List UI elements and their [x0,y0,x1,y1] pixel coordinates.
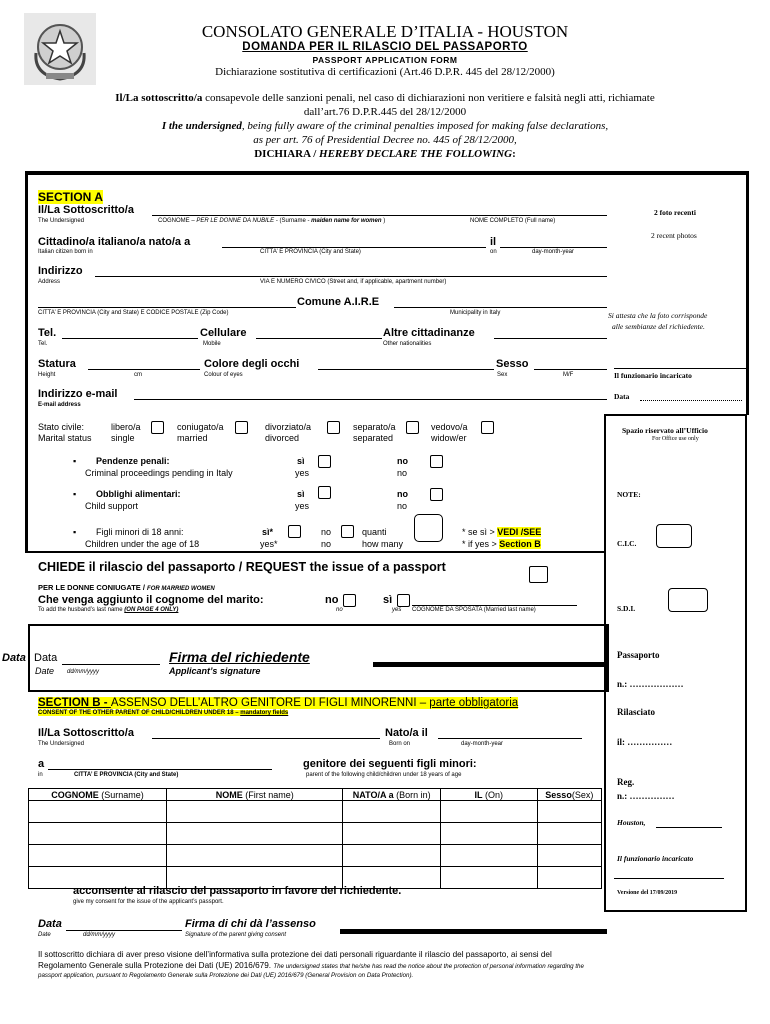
city-zip-hint: CITTA’ E PROVINCIA (City and State) E CODICE POSTALE (Zip Code) [38,310,229,316]
cm-unit: cm [134,372,142,378]
height-label: Statura [38,358,76,370]
support-yes-label: sì [297,489,305,499]
b-consents-en: give my consent for the issue of the applicant’s passport. [73,899,224,905]
b-sign-label: Firma di chi dà l’assenso [185,918,316,930]
status-separated-checkbox[interactable] [406,421,419,434]
sign-date-en: Date [35,666,55,676]
cell-field[interactable] [256,327,382,339]
bullet: ▪ [73,456,77,466]
section-a-frame-left [25,171,28,553]
sex-label: Sesso [496,358,529,370]
office-passport: Passaporto [617,650,660,660]
b-parent-label: genitore dei seguenti figli minori: [303,758,477,770]
office-signature-line[interactable] [614,866,724,879]
status-separated-en: separated [353,433,394,443]
request-title: CHIEDE il rilascio del passaporto / REQUEST the issue of a passport [38,560,446,574]
status-separated-label: separato/a [353,422,396,432]
pending-no-checkbox[interactable] [430,455,443,468]
table-cell[interactable] [29,845,167,867]
col-sex: Sesso(Sex) [537,789,601,801]
pending-yes-en: yes [295,468,310,478]
b-undersigned-field[interactable] [152,727,380,739]
request-checkbox[interactable] [529,566,548,583]
table-cell[interactable] [166,823,343,845]
how-many-label: quanti [362,527,387,537]
office-title: Spazio riservato all’Ufficio [622,426,708,435]
city-hint: CITTA’ E PROVINCIA (City and State) [260,249,361,255]
b-in-en: in [38,772,43,778]
tel-en: Tel. [38,341,48,347]
husband-no-label: no [325,594,339,606]
support-yes-en: yes [295,501,310,511]
birthplace-field[interactable] [222,236,486,248]
office-subtitle: For Office use only [652,436,699,442]
status-single-label: libero/a [111,422,141,432]
tel-field[interactable] [62,327,198,339]
b-born-label: Nato/a il [385,727,428,739]
bullet: ▪ [73,489,77,499]
office-issued: Rilasciato [617,707,655,717]
status-widow-checkbox[interactable] [481,421,494,434]
minors-no-label: no [321,527,332,537]
form-subtitle: Dichiarazione sostitutiva di certificazioni (Art.46 D.P.R. 445 del 28/12/2000) [215,66,555,78]
section-b-title: SECTION B - ASSENSO DELL’ALTRO GENITORE DI FIGLI MINORENNI – parte obbligatoria [38,697,519,709]
children-table [28,788,602,889]
b-consents-label: acconsente al rilascio del passaporto in favore del richiedente. [73,885,402,897]
birthdate-field[interactable] [500,236,607,248]
office-version: Versione del 17/09/2019 [617,890,678,896]
table-row [29,845,602,867]
sign-title-en: Applicant’s signature [169,666,261,676]
pending-no-en: no [397,468,408,478]
pending-label: Pendenze penali: [96,456,170,466]
municipality-hint: Municipality in Italy [450,310,501,316]
height-field[interactable] [88,358,200,370]
office-houston: Houston, [617,818,646,827]
email-field[interactable] [134,388,607,400]
minors-yes-en: yes* [260,539,278,549]
b-city-hint: CITTA’ E PROVINCIA (City and State) [74,772,179,778]
sdi-box[interactable] [668,588,708,612]
minors-yes-checkbox[interactable] [288,525,301,538]
office-sdi: S.D.I. [617,604,636,613]
support-en: Child support [85,501,139,511]
sign-title: Firma del richiedente [169,649,310,665]
b-date-format: dd/mm/yyyy [83,932,116,938]
support-no-label: no [397,489,408,499]
table-cell[interactable] [343,823,441,845]
table-cell[interactable] [537,845,601,867]
other-cit-en: Other nationalities [383,341,432,347]
surname-hint: COGNOME – PER LE DONNE DA NUBILE - (Surname - maiden name for women ) [158,218,386,224]
husband-yes-en: yes [392,607,402,613]
eyes-label: Colore degli occhi [204,358,300,370]
declare-line: DICHIARA / HEREBY DECLARE THE FOLLOWING: [254,148,516,160]
bullet: ▪ [73,527,77,537]
sex-en: Sex [497,372,508,378]
sex-field[interactable] [534,358,607,370]
table-row [29,801,602,823]
other-cit-field[interactable] [494,327,607,339]
office-frame [604,414,747,912]
b-sign-en: Signature of the parent giving consent [185,932,287,938]
col-firstname: NOME (First name) [166,789,343,801]
support-label: Obblighi alimentari: [96,489,181,499]
husband-no-checkbox[interactable] [343,594,356,607]
table-cell[interactable] [29,801,167,823]
b-born-field[interactable] [438,727,582,739]
on-en: on [490,249,497,255]
b-undersigned-label: Il/La Sottoscritto/a [38,727,134,739]
form-title-en: PASSPORT APPLICATION FORM [312,55,458,65]
height-en: Height [38,372,56,378]
b-parent-en: parent of the following child/children under 18 years of age [306,772,462,778]
section-a-frame-top [25,171,606,175]
table-header-row [29,789,602,801]
husband-yes-label: sì [383,594,393,606]
table-cell[interactable] [537,867,601,889]
office-note: NOTE: [617,490,641,499]
b-date-field[interactable] [66,918,182,931]
table-cell[interactable] [343,845,441,867]
street-hint: VIA E NUMERO CIVICO (Street and, if applicable, apartment number) [260,279,447,285]
support-yes-checkbox[interactable] [318,486,331,499]
husband-en: To add the husband’s last name (ON PAGE 4 ONLY) [38,607,179,613]
b-born-en: Born on [389,741,411,747]
table-cell[interactable] [440,867,537,889]
photo-title-it: 2 foto recenti [654,208,696,217]
minors-label: Figli minori di 18 anni: [96,527,184,537]
see-section-it: * se sì > VEDI /SEE [462,527,542,537]
support-no-en: no [397,501,408,511]
table-cell[interactable] [166,845,343,867]
address-field[interactable] [95,265,607,277]
table-cell[interactable] [440,845,537,867]
email-en: E-mail address [38,402,81,408]
b-in-label: a [38,758,45,770]
status-widow-label: vedovo/a [431,422,468,432]
b-date-en: Date [38,932,51,938]
husband-label: Che venga aggiunto il cognome del marito: [38,594,264,606]
signature-line[interactable] [373,662,609,667]
minors-no-en: no [321,539,332,549]
status-married-checkbox[interactable] [235,421,248,434]
section-a-title: SECTION A [38,190,103,204]
table-cell[interactable] [440,823,537,845]
husband-no-en: no [336,607,343,613]
pending-en: Criminal proceedings pending in Italy [85,468,233,478]
intro-line-1: Il/La sottoscritto/a consapevole delle sanzioni penali, nel caso di dichiarazioni non veritiere e falsità negli atti, richiamate [115,92,655,104]
intro-line-2: dall’art.76 D.P.R.445 del 28/12/2000 [303,106,467,118]
husband-yes-checkbox[interactable] [397,594,410,607]
table-cell[interactable] [537,801,601,823]
eyes-en: Colour of eyes [204,372,243,378]
sign-date-field[interactable] [62,652,160,665]
office-n1: n.: ……………… [617,679,684,689]
intro-line-4: as per art. 76 of Presidential Decree no. 445 of 28/12/2000, [253,134,517,146]
houston-date-field[interactable] [656,818,722,828]
col-surname: COGNOME (Surname) [29,789,167,801]
office-officer: Il funzionario incaricato [617,854,694,863]
b-city-field[interactable] [48,758,272,770]
b-undersigned-en: The Undersigned [38,741,85,747]
officer-signature-line[interactable] [614,358,746,369]
table-cell[interactable] [343,801,441,823]
undersigned-label: Il/La Sottoscritto/a [38,204,134,216]
col-born-on: IL (On) [440,789,537,801]
undersigned-field[interactable] [152,204,607,216]
col-born-in: NATO/A a (Born in) [343,789,441,801]
address-label: Indirizzo [38,265,83,277]
section-a-frame-bottom [25,551,606,553]
b-date-hint: day-month-year [461,741,504,747]
sign-date-label: Data [34,652,58,664]
office-n2: n.: …………… [617,791,675,801]
sign-date-format: dd/mm/yyyy [67,669,100,675]
office-reg: Reg. [617,777,635,787]
aire-field[interactable] [394,296,607,308]
consulate-title: CONSOLATO GENERALE D’ITALIA - HOUSTON [201,22,569,41]
table-cell[interactable] [537,823,601,845]
other-cit-label: Altre cittadinanze [383,327,475,339]
b-signature-line[interactable] [340,929,607,934]
status-married-label: coniugato/a [177,422,224,432]
cell-en: Mobile [203,341,221,347]
table-cell[interactable] [440,801,537,823]
aire-label: Comune A.I.R.E [297,296,380,308]
how-many-box[interactable] [414,514,443,542]
photo-attest-2: alle sembianze del richiedente. [612,322,705,331]
status-divorced-en: divorced [265,433,300,443]
privacy-line-3: passport application, pursuant to Regolamento Generale sulla Protezione dei Dati (UE) 2016/679 (General Provision on Data Protection). [38,972,414,979]
minors-yes-label: sì* [262,527,274,537]
privacy-line-2: Regolamento Generale sulla Protezione dei Dati (UE) 2016/679. The undersigned states that he/she has read the notice about the protection of personal information regarding the [38,961,584,970]
civil-status-label: Stato civile: [38,422,85,432]
how-many-en: how many [362,539,404,549]
born-on-label: il [490,236,497,248]
civil-status-en: Marital status [38,433,92,443]
pending-no-label: no [397,456,408,466]
married-name-field[interactable] [412,596,577,606]
date-hint: day-month-year [532,249,575,255]
b-date-label: Data [38,918,62,930]
spouse-hint: COGNOME DA SPOSATA (Married last name) [412,607,536,613]
date-left-label: Data [2,652,26,664]
support-no-checkbox[interactable] [430,488,443,501]
tel-label: Tel. [38,327,57,339]
photo-date-label: Data [614,392,630,401]
table-row [29,823,602,845]
table-cell[interactable] [166,801,343,823]
section-b-consent: CONSENT OF THE OTHER PARENT OF CHILD/CHILDREN UNDER 18 – mandatory fields [38,710,289,716]
intro-line-3: I the undersigned, being fully aware of the criminal penalties imposed for making false declarations, [161,120,609,132]
status-widow-en: widow/er [431,433,467,443]
pending-yes-checkbox[interactable] [318,455,331,468]
email-label: Indirizzo e-mail [38,388,118,400]
status-single-checkbox[interactable] [151,421,164,434]
pending-yes-label: sì [297,456,305,466]
married-women-label: PER LE DONNE CONIUGATE / FOR MARRIED WOMEN [38,583,215,592]
minors-en: Children under the age of 18 [85,539,200,549]
eyes-field[interactable] [318,358,494,370]
undersigned-en: The Undersigned [38,218,85,224]
privacy-line-1: Il sottoscritto dichiara di aver preso visione dell’informativa sulla protezione dei dati personali riguardante il rilascio del passaporto, ai sensi del [38,950,552,959]
status-divorced-label: divorziato/a [265,422,312,432]
cell-label: Cellulare [200,327,247,339]
status-married-en: married [177,433,208,443]
city-zip-field[interactable] [38,296,296,308]
see-section-en: * if yes > Section B [462,539,541,549]
mf-hint: M/F [563,372,574,378]
photo-title-en: 2 recent photos [651,231,697,240]
address-en: Address [38,279,61,285]
photo-date-field[interactable] [640,392,742,401]
photo-officer: Il funzionario incaricato [614,371,692,380]
status-divorced-checkbox[interactable] [327,421,340,434]
status-single-en: single [111,433,135,443]
table-cell[interactable] [29,823,167,845]
photo-attest-1: Si attesta che la foto corrisponde [608,311,708,320]
form-title-it: DOMANDA PER IL RILASCIO DEL PASSAPORTO [242,41,528,53]
citizen-label: Cittadino/a italiano/a nato/a a [38,236,191,248]
citizen-en: Italian citizen born in [38,249,93,255]
minors-no-checkbox[interactable] [341,525,354,538]
fullname-hint: NOME COMPLETO (Full name) [470,218,556,224]
cic-box[interactable] [656,524,692,548]
office-il: il: …………… [617,737,673,747]
office-cic: C.I.C. [617,539,637,548]
